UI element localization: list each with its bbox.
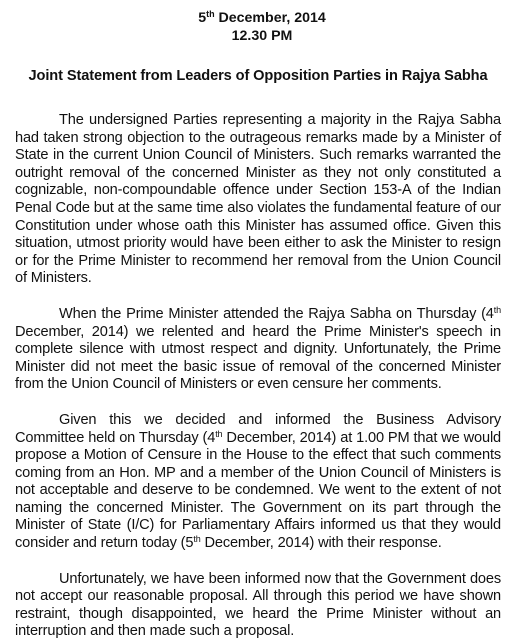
ordinal-suffix: th — [193, 534, 201, 545]
paragraph-2-part-a: When the Prime Minister attended the Rajya Sabha on Thursday (4 — [59, 305, 494, 322]
paragraph-2 — [15, 306, 501, 394]
statement-title: Joint Statement from Leaders of Opposition Parties in Rajya Sabha — [28, 68, 488, 84]
date-suffix: th — [206, 9, 215, 19]
paragraph-3-part-b: December, 2014) at 1.00 PM that we would propose a Motion of Censure in the House to the effect that such comments coming from an Hon. MP and a member of the Union Council of Ministers is not acceptable and deserve to be condemned. We went to the extent of not naming the concerned Minister. The Government on its part through the Minister of State (I/C) for Parliamentary Affairs informed us that they would consider and return today (5 — [15, 429, 501, 552]
date-header — [15, 0, 501, 45]
paragraph-3-part-a: Given this we decided and informed the Business Advisory Committee held on Thursday (4 — [15, 411, 501, 446]
ordinal-suffix: th — [215, 428, 223, 439]
paragraph-2-part-b: December, 2014) we relented and heard the Prime Minister's speech in complete silence with utmost respect and dignity. Unfortunately, the Prime Minister did not meet the basic issue of removal of the concerned Minister from the Union Council of Ministers or even censure her comments. — [15, 323, 501, 393]
ordinal-suffix: th — [493, 304, 501, 315]
statement-time: 12.30 PM — [231, 28, 293, 44]
paragraph-3-part-c: December, 2014) with their response. — [200, 535, 442, 552]
paragraph-1: The undersigned Parties representing a majority in the Rajya Sabha had taken strong objection to the outrageous remarks made by a Minister of State in the current Union Council of Ministers. Such remarks warranted the outright removal of the concerned Minister as they not only constituted a cognizable, non-compoundable offence under Section 153-A of the Indian Penal Code but at the same time also violates the fundamental feature of our Constitution under whose oath this Minister has assumed office. Given this situation, utmost priority would have been either to ask the Minister to resign or for the Prime Minister to recommend her removal from the Union Council of Ministers. — [15, 112, 501, 287]
date-day: 5 — [198, 10, 207, 26]
statement-date — [23, 9, 501, 27]
paragraph-4: Unfortunately, we have been informed now that the Government does not accept our reasonable proposal. All through this period we have shown restraint, though disappointed, we heard the Prime Minister without an interruption and then made such a proposal. — [15, 570, 501, 640]
paragraph-3 — [15, 412, 501, 553]
date-month-year: December, 2014 — [214, 10, 326, 26]
